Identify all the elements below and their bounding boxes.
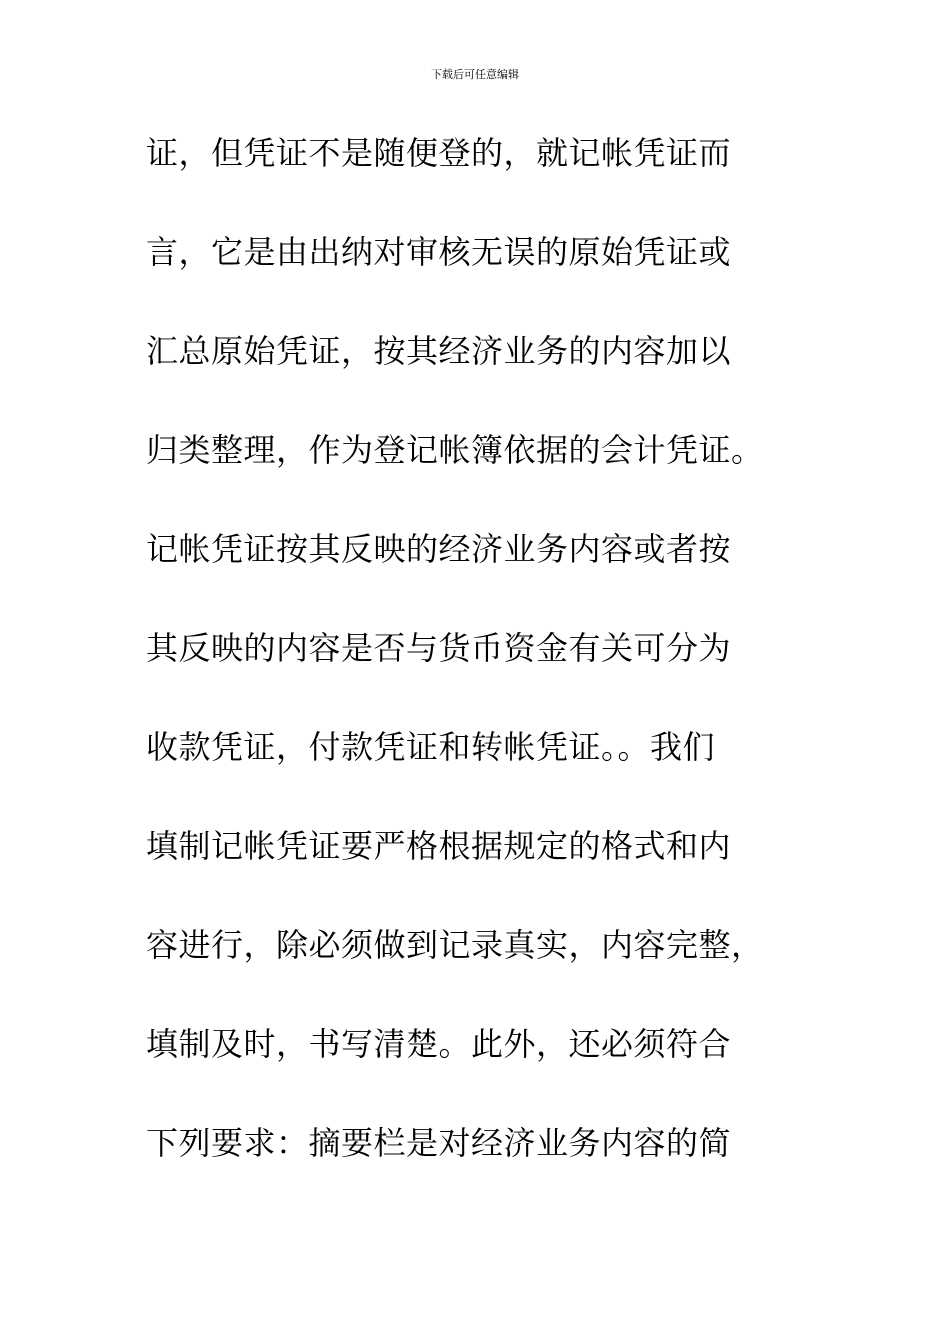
header-note: 下载后可任意编辑	[431, 68, 519, 81]
document-body	[146, 128, 826, 1217]
body-line-6: 其反映的内容是否与货币资金有关可分为	[146, 629, 732, 667]
body-line-5: 记帐凭证按其反映的经济业务内容或者按	[146, 530, 732, 568]
body-line-7: 收款凭证，付款凭证和转帐凭证。。我们	[146, 728, 716, 766]
body-line-3: 汇总原始凭证，按其经济业务的内容加以	[146, 332, 732, 370]
body-line-10: 填制及时，书写清楚。此外，还必须符合	[146, 1025, 732, 1063]
body-line-11: 下列要求：摘要栏是对经济业务内容的简	[146, 1124, 732, 1162]
body-line-4: 归类整理，作为登记帐簿依据的会计凭证。	[146, 431, 764, 469]
body-line-9: 容进行，除必须做到记录真实，内容完整，	[146, 926, 764, 964]
body-line-8: 填制记帐凭证要严格根据规定的格式和内	[146, 827, 732, 865]
body-line-1: 证，但凭证不是随便登的，就记帐凭证而	[146, 134, 732, 172]
body-line-2: 言，它是由出纳对审核无误的原始凭证或	[146, 233, 732, 271]
